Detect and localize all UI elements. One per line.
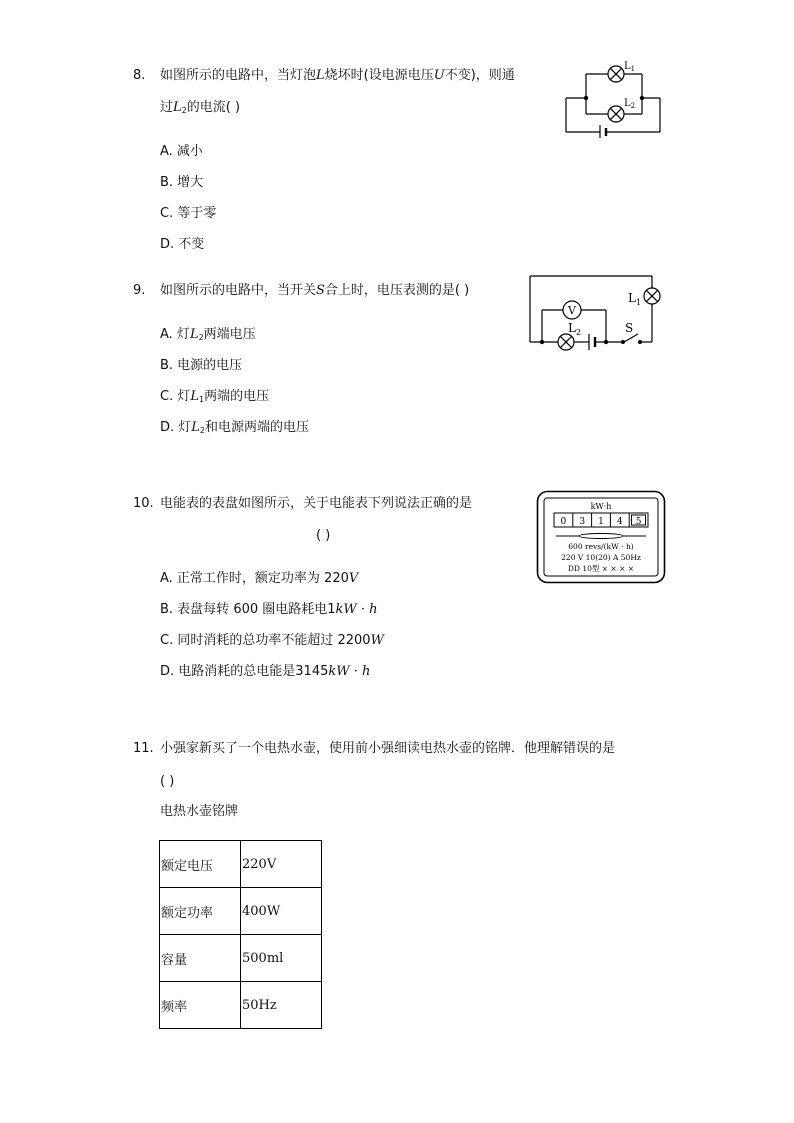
table-cell-key: 容量 [160,935,241,982]
lamp-icon [558,334,574,350]
lamp-icon [608,106,624,122]
question-number: 10. [133,496,154,511]
option-b[interactable]: B. 电源的电压 [160,358,243,373]
nameplate-table [159,840,322,1029]
battery-icon [600,125,606,138]
option-b[interactable]: B. 增大 [160,175,204,190]
meter-digit: 4 [616,517,623,527]
question-number: 11. [133,741,154,756]
meter-unit: kW·h [590,502,612,511]
table-row [160,841,322,888]
table-cell-value: 500ml [241,935,322,982]
option-c[interactable]: C. 等于零 [160,206,217,221]
meter-rating: 220 V 10(20) A 50Hz [561,553,641,562]
table-cell-value: 220V [241,841,322,888]
option-d[interactable]: D. 不变 [160,237,205,252]
switch-icon [621,340,642,344]
table-row [160,982,322,1029]
question-stem: 如图所示的电路中，当开关S合上时，电压表测的是( ) [160,283,470,298]
battery-icon [589,334,595,350]
meter-rev-constant: 600 revs/(kW · h) [568,542,634,551]
question-stem-line-2: 过$L_2$的电流( ) [160,100,241,115]
question-stem-line-1: 如图所示的电路中，当灯泡L烧坏时(设电源电压U不变)，则通 [160,68,515,83]
energy-meter-dial [536,490,666,584]
meter-model: DD 10型 × × × × [567,564,635,573]
lamp-label-l1: $L_1$ [628,291,642,307]
lamp-icon [644,288,660,304]
meter-digit: 1 [598,517,604,527]
meter-digit: 5 [635,517,642,527]
answer-paren: ( ) [316,528,331,543]
table-row [160,888,322,935]
question-stem: 电能表的表盘如图所示，关于电能表下列说法正确的是 [160,496,473,511]
circuit-diagram-q9 [526,272,664,356]
option-a[interactable]: A. 减小 [160,144,203,159]
question-number: 9. [133,283,146,298]
option-d[interactable]: D. 灯$L_2$和电源两端的电压 [160,420,310,435]
lamp-label-l2: $L_2$ [624,98,636,110]
meter-digit: 0 [560,517,567,527]
option-c[interactable]: C. 同时消耗的总功率不能超过 2200W [160,633,384,648]
option-a[interactable]: A. 正常工作时，额定功率为 220V [160,571,359,586]
nameplate-caption: 电热水壶铭牌 [160,804,239,819]
option-b[interactable]: B. 表盘每转 600 圈电路耗电1kW · h [160,602,378,617]
lamp-label-l2: $L_2$ [568,321,582,337]
circuit-diagram-q8 [560,60,668,138]
option-a[interactable]: A. 灯$L_2$两端电压 [160,327,256,342]
table-row [160,935,322,982]
option-d[interactable]: D. 电路消耗的总电能是3145kW · h [160,664,371,679]
table-cell-value: 50Hz [241,982,322,1029]
answer-paren: ( ) [160,774,175,789]
lamp-icon [608,66,624,82]
option-c[interactable]: C. 灯$L_1$两端的电压 [160,389,270,404]
table-cell-key: 额定电压 [160,841,241,888]
meter-digit: 3 [579,517,586,527]
question-stem: 小强家新买了一个电热水壶，使用前小强细读电热水壶的铭牌．他理解错误的是 [160,741,616,756]
table-cell-value: 400W [241,888,322,935]
question-number: 8. [133,68,146,83]
voltmeter-label: V [568,304,576,317]
table-cell-key: 额定功率 [160,888,241,935]
lamp-label-l1: $L_1$ [624,61,636,73]
table-cell-key: 频率 [160,982,241,1029]
switch-label: S [625,321,634,335]
